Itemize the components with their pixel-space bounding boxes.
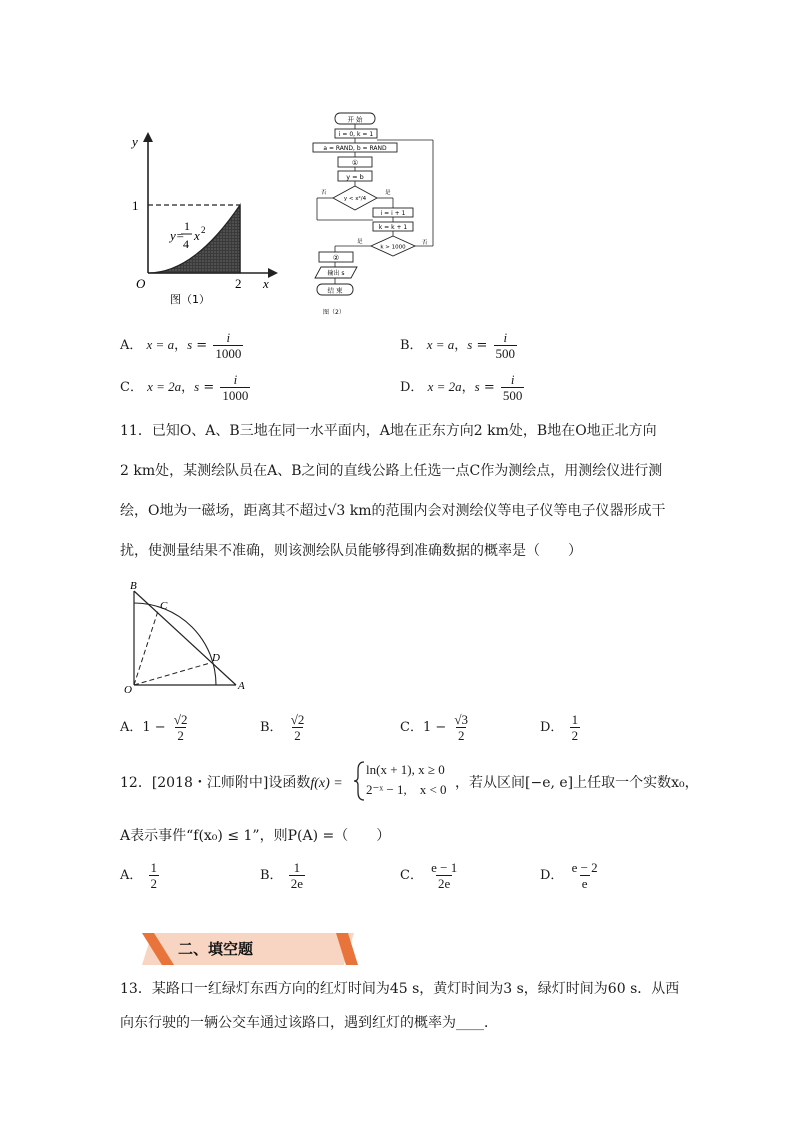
y-axis-arrow (143, 132, 153, 142)
q11-option-d: D． $\frac{1}{2}$ (540, 712, 579, 743)
q10-option-a: A． x = a，s = $\frac{i}{1000}$ (120, 330, 242, 361)
svg-text:输出 s: 输出 s (327, 270, 345, 277)
piecewise-cases (366, 760, 447, 800)
q11-line-2: 2 km处，某测绘队员在A、B之间的直线公路上任选一点C作为测绘点，用测绘仪进行测 (120, 463, 663, 479)
svg-text:y = b: y = b (346, 173, 364, 181)
q11-line-3: 绘，O地为一磁场，距离其不超过√3 km的范围内会对测绘仪等电子仪等电子仪器形成干 (120, 503, 666, 519)
svg-text:y < x²/4: y < x²/4 (343, 196, 367, 202)
svg-text:结 束: 结 束 (327, 286, 343, 295)
section-title: 二、填空题 (178, 940, 254, 958)
func-y: y= (170, 228, 185, 243)
svg-text:②: ② (332, 254, 340, 262)
func-exp: 2 (201, 225, 206, 235)
q11-option-c: C．1 − $\frac{√3}{2}$ (400, 712, 469, 743)
q10-option-c: C． x = 2a，s = $\frac{i}{1000}$ (120, 372, 249, 403)
y-label: y (132, 134, 138, 149)
svg-text:否: 否 (422, 240, 428, 246)
q11-option-b: B． $\frac{√2}{2}$ (260, 712, 305, 743)
q12-option-a: A． $\frac{1}{2}$ (120, 860, 158, 891)
fig1-caption: 图（1） (170, 293, 210, 306)
svg-text:A: A (238, 680, 245, 692)
svg-text:是: 是 (357, 239, 363, 245)
q13-line-2: 向东行驶的一辆公交车通过该路口，遇到红灯的概率为____． (120, 1015, 498, 1031)
svg-text:B: B (130, 580, 137, 592)
q11-line-1: 11．已知O、A、B三地在同一水平面内，A地在正东方向2 km处，B地在O地正北方向 (120, 423, 657, 439)
svg-text:是: 是 (385, 190, 391, 196)
svg-text:i = 0, k = 1: i = 0, k = 1 (338, 131, 374, 138)
svg-text:k = k + 1: k = k + 1 (378, 224, 408, 231)
func-num: 1 (184, 219, 190, 233)
svg-text:O: O (124, 684, 132, 696)
svg-text:开 始: 开 始 (347, 115, 363, 124)
q11-line-4: 扰，使测量结果不准确，则该测绘队员能够得到准确数据的概率是（ ） (120, 543, 582, 559)
case-1: ln(x + 1), x ≥ 0 (366, 762, 445, 777)
case-2: 2⁻ˣ − 1, x < 0 (366, 782, 447, 797)
q12-line-2: A表示事件“f(x₀) ≤ 1”，则P(A) =（ ） (120, 828, 391, 844)
q10-option-d: D． x = 2a，s = $\frac{i}{500}$ (400, 372, 523, 403)
origin-label: O (136, 276, 146, 291)
tick-y-label: 1 (132, 198, 139, 213)
q13-line-1: 13．某路口一红绿灯东西方向的红灯时间为45 s，黄灯时间为3 s，绿灯时间为60 s．从西 (120, 981, 680, 997)
q12-option-c: C． $\frac{e - 1}{2e}$ (400, 860, 458, 891)
q11-option-a: A．1 − $\frac{√2}{2}$ (120, 712, 188, 743)
svg-text:①: ① (351, 159, 359, 167)
svg-text:否: 否 (321, 190, 327, 196)
q12-line-1: 12．[2018・江师附中]设函数f(x) = (120, 775, 343, 791)
q12-line-1-suffix: ，若从区间[−e, e]上任取一个实数x₀， (455, 775, 699, 791)
section-banner (140, 931, 360, 967)
q11-figure (118, 577, 253, 697)
svg-text:k > 1000: k > 1000 (380, 244, 406, 251)
q10-option-b: B． x = a，s = $\frac{i}{500}$ (400, 330, 515, 361)
svg-text:C: C (160, 600, 168, 612)
figure-2-flowchart (305, 110, 440, 322)
q12-option-b: B． $\frac{1}{2e}$ (260, 860, 303, 891)
svg-text:D: D (212, 652, 220, 664)
func-x: x (194, 228, 200, 243)
svg-text:i = i + 1: i = i + 1 (380, 210, 406, 217)
brace (352, 760, 366, 802)
tick-x-label: 2 (235, 276, 242, 291)
func-den: 4 (183, 237, 189, 251)
figure-1 (118, 128, 283, 310)
x-label: x (263, 276, 269, 291)
svg-text:a = RAND, b = RAND: a = RAND, b = RAND (323, 145, 387, 152)
q12-option-d: D． $\frac{e - 2}{e}$ (540, 860, 598, 891)
fig2-caption: 图（2） (323, 309, 345, 316)
x-axis-arrow (268, 268, 278, 278)
